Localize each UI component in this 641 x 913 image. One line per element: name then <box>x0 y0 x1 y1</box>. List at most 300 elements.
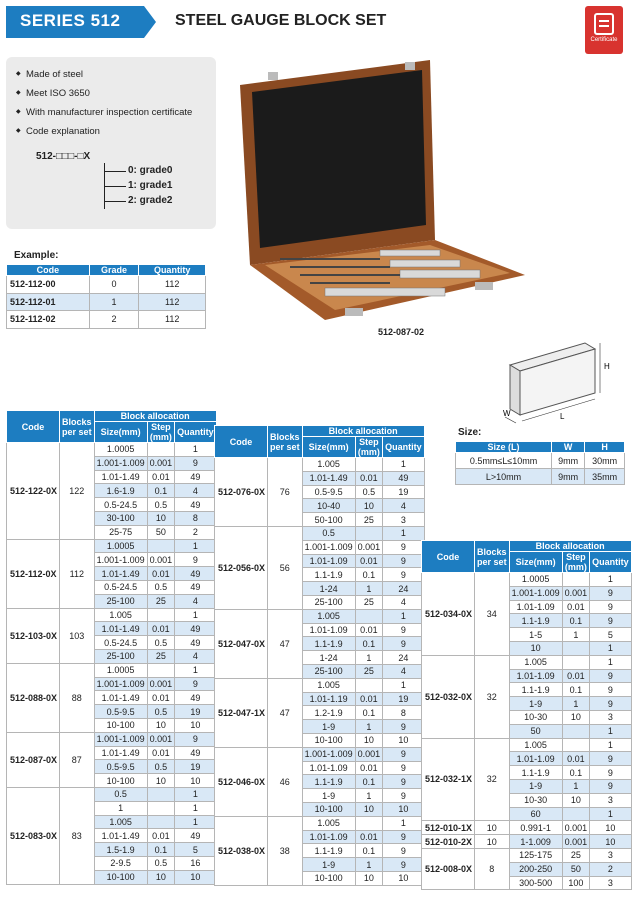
allocation-cell: 1.005 <box>509 655 562 669</box>
allocation-cell: 10 <box>175 774 217 788</box>
qty-header: Quantity <box>175 422 217 443</box>
allocation-cell: 50-100 <box>302 513 355 527</box>
allocation-cell: 0.5 <box>147 760 175 774</box>
allocation-cell: 25 <box>562 848 590 862</box>
allocation-cell: 0.001 <box>147 677 175 691</box>
allocation-cell: 9 <box>590 779 632 793</box>
code-pattern: 512-□□□-□X <box>36 151 91 162</box>
allocation-cell: 1.005 <box>302 609 355 623</box>
allocation-cell: 1.001-1.009 <box>94 456 147 470</box>
allocation-cell: 10 <box>509 641 562 655</box>
allocation-cell: 3 <box>590 876 632 890</box>
allocation-cell: 1.01-1.09 <box>509 752 562 766</box>
allocation-cell: 10 <box>147 774 175 788</box>
allocation-cell: 0.5 <box>147 705 175 719</box>
step-header: Step (mm) <box>562 552 590 573</box>
allocation-cell: 1.001-1.009 <box>94 732 147 746</box>
allocation-cell: 10-100 <box>302 733 355 747</box>
allocation-cell: 1-9 <box>509 779 562 793</box>
allocation-cell <box>562 655 590 669</box>
allocation-cell: 25-100 <box>302 664 355 678</box>
allocation-cell: 9 <box>383 637 425 651</box>
table-row <box>215 747 425 761</box>
table-header-row <box>215 426 425 437</box>
blocks-per-set: 34 <box>475 573 510 656</box>
allocation-cell: 4 <box>383 499 425 513</box>
allocation-cell: 0.01 <box>355 761 383 775</box>
allocation-cell: 10-30 <box>509 793 562 807</box>
page-title: STEEL GAUGE BLOCK SET <box>175 12 387 29</box>
allocation-cell: 0.01 <box>562 752 590 766</box>
allocation-cell: 0.5-9.5 <box>94 760 147 774</box>
table-cell: 112 <box>139 293 206 311</box>
allocation-cell: 19 <box>383 485 425 499</box>
code-header: Code <box>7 411 60 443</box>
table-row <box>422 738 632 752</box>
allocation-cell: 0.01 <box>355 554 383 568</box>
allocation-cell: 0.1 <box>355 775 383 789</box>
allocation-cell: 1.1-1.9 <box>509 766 562 780</box>
set-code: 512-038-0X <box>215 816 268 885</box>
allocation-cell: 0.01 <box>355 692 383 706</box>
grade-option: 0: grade0 <box>128 165 173 176</box>
diagram-h-label: H <box>604 362 610 371</box>
allocation-cell: 10 <box>355 871 383 885</box>
certificate-label: Certificate <box>590 37 618 43</box>
allocation-cell: 10 <box>383 802 425 816</box>
allocation-cell: 1.01-1.19 <box>302 692 355 706</box>
set-code: 512-083-0X <box>7 787 60 884</box>
allocation-cell: 1.01-1.09 <box>509 669 562 683</box>
allocation-cell: 1.1-1.9 <box>302 844 355 858</box>
allocation-cell: 24 <box>383 651 425 665</box>
series-label: SERIES 512 <box>20 11 121 30</box>
table-cell: 512-112-00 <box>7 276 90 294</box>
diagram-w-label: W <box>503 409 511 418</box>
block-allocation-table-1 <box>6 410 217 885</box>
table-cell: 0.5mm≤L≤10mm <box>456 453 552 469</box>
allocation-cell: 0.1 <box>562 766 590 780</box>
allocation-cell: 10-100 <box>94 870 147 884</box>
column-header: Size (L) <box>456 442 552 453</box>
size-label: Size: <box>458 427 482 438</box>
set-code: 512-122-0X <box>7 443 60 540</box>
allocation-cell: 0.01 <box>147 691 175 705</box>
blocks-per-set: 112 <box>60 539 95 608</box>
grade-option: 2: grade2 <box>128 195 173 206</box>
allocation-cell: 9 <box>383 720 425 734</box>
allocation-cell: 1.001-1.009 <box>509 586 562 600</box>
allocation-cell: 1 <box>590 738 632 752</box>
allocation-cell: 25-75 <box>94 525 147 539</box>
set-code: 512-010-2X <box>422 835 475 849</box>
allocation-cell: 1.005 <box>302 816 355 830</box>
allocation-cell: 1-9 <box>302 720 355 734</box>
allocation-cell <box>562 724 590 738</box>
allocation-cell: 1 <box>590 641 632 655</box>
allocation-cell: 5 <box>175 843 217 857</box>
allocation-cell: 1 <box>590 807 632 821</box>
allocation-cell: 0.5 <box>147 636 175 650</box>
allocation-cell: 50 <box>147 525 175 539</box>
allocation-cell: 0.001 <box>147 732 175 746</box>
allocation-cell: 2 <box>175 525 217 539</box>
step-header: Step (mm) <box>355 437 383 458</box>
allocation-cell: 9 <box>383 844 425 858</box>
blocks-per-set: 103 <box>60 608 95 663</box>
allocation-cell: 1-9 <box>509 697 562 711</box>
allocation-cell: 0.1 <box>562 683 590 697</box>
allocation-cell: 9 <box>175 553 217 567</box>
code-header: Code <box>215 426 268 458</box>
allocation-cell <box>355 678 383 692</box>
allocation-cell: 300-500 <box>509 876 562 890</box>
allocation-cell: 0.001 <box>147 553 175 567</box>
table-row <box>215 458 425 472</box>
allocation-cell: 1.01-1.09 <box>509 600 562 614</box>
allocation-cell: 3 <box>590 793 632 807</box>
allocation-cell: 0.5 <box>147 498 175 512</box>
allocation-cell: 0.5-9.5 <box>94 705 147 719</box>
allocation-cell: 0.1 <box>355 706 383 720</box>
allocation-cell: 9 <box>590 683 632 697</box>
column-header: H <box>585 442 625 453</box>
allocation-cell: 1.005 <box>94 815 147 829</box>
allocation-cell: 3 <box>590 710 632 724</box>
feature-item: ◆ Made of steel <box>16 69 206 80</box>
set-code: 512-103-0X <box>7 608 60 663</box>
allocation-cell: 49 <box>175 470 217 484</box>
blocks-per-set: 87 <box>60 732 95 787</box>
set-code: 512-112-0X <box>7 539 60 608</box>
allocation-cell: 4 <box>383 595 425 609</box>
allocation-cell: 1-1.009 <box>509 835 562 849</box>
allocation-cell: 10 <box>147 870 175 884</box>
allocation-cell: 1-24 <box>302 651 355 665</box>
table-cell: 512-112-01 <box>7 293 90 311</box>
allocation-cell: 1.005 <box>302 458 355 472</box>
table-row <box>7 311 206 329</box>
set-code: 512-008-0X <box>422 848 475 889</box>
allocation-header: Block allocation <box>94 411 216 422</box>
allocation-cell: 10 <box>175 870 217 884</box>
allocation-cell: 9 <box>590 697 632 711</box>
allocation-cell: 10 <box>355 499 383 513</box>
example-label: Example: <box>14 250 59 261</box>
qty-header: Quantity <box>383 437 425 458</box>
allocation-cell: 9 <box>590 600 632 614</box>
allocation-cell: 10 <box>147 511 175 525</box>
allocation-cell <box>147 663 175 677</box>
table-row <box>7 539 217 553</box>
blocks-per-set: 76 <box>268 458 303 527</box>
blocks-per-set: 56 <box>268 526 303 609</box>
allocation-cell: 1.001-1.009 <box>94 677 147 691</box>
blocks-per-set: 10 <box>475 835 510 849</box>
blocks-header: Blocks per set <box>268 426 303 458</box>
table-row <box>422 821 632 835</box>
arrow-line <box>104 186 126 187</box>
step-header: Step (mm) <box>147 422 175 443</box>
blocks-header: Blocks per set <box>475 541 510 573</box>
allocation-cell: 1 <box>175 815 217 829</box>
allocation-cell: 4 <box>175 649 217 663</box>
arrow-line <box>104 171 126 172</box>
feature-item: ◆ Meet ISO 3650 <box>16 88 206 99</box>
set-code: 512-032-1X <box>422 738 475 821</box>
table-cell: 9mm <box>552 453 585 469</box>
allocation-cell: 1 <box>562 628 590 642</box>
set-code: 512-047-1X <box>215 678 268 747</box>
column-header: W <box>552 442 585 453</box>
allocation-cell: 1.01-1.09 <box>302 554 355 568</box>
allocation-cell: 1.5-1.9 <box>94 843 147 857</box>
allocation-cell: 25 <box>355 664 383 678</box>
table-cell: 1 <box>89 293 139 311</box>
table-row <box>7 732 217 746</box>
allocation-cell: 10-100 <box>302 802 355 816</box>
allocation-cell: 50 <box>509 724 562 738</box>
table-cell: 0 <box>89 276 139 294</box>
blocks-per-set: 88 <box>60 663 95 732</box>
table-row <box>7 787 217 801</box>
allocation-cell: 100 <box>562 876 590 890</box>
allocation-header: Block allocation <box>302 426 424 437</box>
allocation-cell: 9 <box>383 747 425 761</box>
table-cell: 35mm <box>585 469 625 485</box>
table-row <box>7 663 217 677</box>
column-header: Code <box>7 265 90 276</box>
table-row <box>7 608 217 622</box>
allocation-cell: 49 <box>175 829 217 843</box>
set-code: 512-034-0X <box>422 573 475 656</box>
allocation-cell: 1 <box>383 526 425 540</box>
allocation-cell: 0.5-24.5 <box>94 636 147 650</box>
allocation-cell: 10 <box>590 835 632 849</box>
size-header: Size(mm) <box>302 437 355 458</box>
allocation-cell: 1.2-1.9 <box>302 706 355 720</box>
table-cell: 9mm <box>552 469 585 485</box>
allocation-cell: 0.5-9.5 <box>302 485 355 499</box>
allocation-cell: 1.005 <box>509 738 562 752</box>
allocation-cell: 0.5 <box>147 856 175 870</box>
allocation-cell: 9 <box>590 752 632 766</box>
table-cell: 2 <box>89 311 139 329</box>
allocation-cell <box>562 738 590 752</box>
allocation-cell <box>355 816 383 830</box>
blocks-per-set: 122 <box>60 443 95 540</box>
allocation-cell: 24 <box>383 582 425 596</box>
allocation-cell: 4 <box>175 594 217 608</box>
allocation-cell: 0.991-1 <box>509 821 562 835</box>
allocation-cell: 0.01 <box>562 669 590 683</box>
allocation-cell: 60 <box>509 807 562 821</box>
blocks-per-set: 32 <box>475 655 510 738</box>
table-row <box>456 469 625 485</box>
feature-item: ◆ With manufacturer inspection certificate <box>16 107 206 118</box>
allocation-cell: 0.01 <box>147 746 175 760</box>
allocation-cell: 9 <box>590 669 632 683</box>
table-header-row <box>7 265 206 276</box>
table-row <box>422 848 632 862</box>
allocation-cell: 10-30 <box>509 710 562 724</box>
allocation-cell: 10 <box>355 802 383 816</box>
allocation-cell: 10-100 <box>94 718 147 732</box>
allocation-cell: 1.01-1.09 <box>302 623 355 637</box>
block-size-diagram <box>500 335 620 425</box>
allocation-cell: 0.001 <box>147 456 175 470</box>
table-cell: 512-112-02 <box>7 311 90 329</box>
column-header: Quantity <box>139 265 206 276</box>
allocation-cell: 0.01 <box>562 600 590 614</box>
allocation-cell: 0.001 <box>562 586 590 600</box>
allocation-cell: 0.1 <box>562 614 590 628</box>
set-code: 512-076-0X <box>215 458 268 527</box>
block-allocation-table-3 <box>421 540 632 890</box>
allocation-cell: 25 <box>355 595 383 609</box>
allocation-cell: 49 <box>175 567 217 581</box>
table-row <box>7 276 206 294</box>
table-row <box>7 293 206 311</box>
set-code: 512-088-0X <box>7 663 60 732</box>
allocation-cell: 1 <box>175 787 217 801</box>
allocation-cell: 9 <box>175 732 217 746</box>
allocation-cell: 1 <box>383 609 425 623</box>
allocation-cell: 25-100 <box>302 595 355 609</box>
set-code: 512-047-0X <box>215 609 268 678</box>
photo-caption: 512-087-02 <box>378 327 425 337</box>
allocation-cell: 9 <box>590 586 632 600</box>
allocation-cell: 8 <box>175 511 217 525</box>
table-cell: L>10mm <box>456 469 552 485</box>
set-code: 512-010-1X <box>422 821 475 835</box>
allocation-cell: 200-250 <box>509 862 562 876</box>
example-table <box>6 264 206 329</box>
certificate-badge <box>585 6 623 54</box>
allocation-cell: 1 <box>590 655 632 669</box>
allocation-cell: 9 <box>383 858 425 872</box>
allocation-cell: 1 <box>175 663 217 677</box>
table-header-row <box>456 442 625 453</box>
allocation-cell: 49 <box>175 580 217 594</box>
allocation-cell: 0.01 <box>355 830 383 844</box>
diagram-l-label: L <box>560 412 565 421</box>
size-header: Size(mm) <box>509 552 562 573</box>
block-allocation-table-2 <box>214 425 425 886</box>
gauge-block-case-photo <box>230 60 530 325</box>
table-cell: 112 <box>139 276 206 294</box>
blocks-per-set: 47 <box>268 609 303 678</box>
allocation-cell <box>147 787 175 801</box>
allocation-cell: 9 <box>383 761 425 775</box>
allocation-cell: 1-24 <box>302 582 355 596</box>
allocation-cell: 19 <box>175 760 217 774</box>
blocks-per-set: 38 <box>268 816 303 885</box>
blocks-header: Blocks per set <box>60 411 95 443</box>
allocation-cell: 0.1 <box>355 637 383 651</box>
allocation-cell: 0.001 <box>562 835 590 849</box>
allocation-cell: 19 <box>175 705 217 719</box>
allocation-cell: 0.5-24.5 <box>94 498 147 512</box>
allocation-cell: 0.01 <box>355 471 383 485</box>
code-explanation <box>16 145 206 215</box>
allocation-cell: 1.0005 <box>94 539 147 553</box>
set-code: 512-087-0X <box>7 732 60 787</box>
allocation-cell: 25 <box>355 513 383 527</box>
allocation-cell: 10 <box>590 821 632 835</box>
allocation-cell: 1.001-1.009 <box>94 553 147 567</box>
allocation-cell: 3 <box>590 848 632 862</box>
allocation-cell: 1-5 <box>509 628 562 642</box>
allocation-cell: 1.0005 <box>94 443 147 457</box>
allocation-cell: 1-9 <box>302 858 355 872</box>
allocation-cell: 1-9 <box>302 789 355 803</box>
allocation-cell: 16 <box>175 856 217 870</box>
allocation-cell: 1.01-1.49 <box>94 691 147 705</box>
allocation-header: Block allocation <box>509 541 631 552</box>
allocation-cell: 1.01-1.49 <box>94 746 147 760</box>
allocation-cell: 0.1 <box>147 843 175 857</box>
allocation-cell: 0.5 <box>302 526 355 540</box>
allocation-cell: 1.1-1.9 <box>509 614 562 628</box>
allocation-cell: 0.001 <box>355 747 383 761</box>
allocation-cell <box>147 539 175 553</box>
table-row <box>422 835 632 849</box>
set-code: 512-046-0X <box>215 747 268 816</box>
table-row <box>422 655 632 669</box>
allocation-cell: 5 <box>590 628 632 642</box>
allocation-cell <box>355 526 383 540</box>
allocation-cell <box>562 573 590 587</box>
allocation-cell: 10 <box>562 793 590 807</box>
allocation-cell: 19 <box>383 692 425 706</box>
allocation-cell: 1 <box>175 539 217 553</box>
allocation-cell: 1.01-1.49 <box>94 829 147 843</box>
qty-header: Quantity <box>590 552 632 573</box>
allocation-cell: 1.0005 <box>94 663 147 677</box>
allocation-cell: 0.5 <box>355 485 383 499</box>
allocation-cell: 10 <box>383 871 425 885</box>
allocation-cell: 0.5-24.5 <box>94 580 147 594</box>
table-row <box>215 526 425 540</box>
allocation-cell: 9 <box>383 830 425 844</box>
allocation-cell: 9 <box>383 789 425 803</box>
allocation-cell: 1 <box>175 608 217 622</box>
certificate-icon <box>594 13 614 35</box>
allocation-cell: 0.01 <box>147 829 175 843</box>
arrow-line <box>104 201 126 202</box>
allocation-cell: 125-175 <box>509 848 562 862</box>
allocation-cell: 1 <box>590 724 632 738</box>
allocation-cell <box>355 458 383 472</box>
table-row <box>7 443 217 457</box>
allocation-cell <box>147 608 175 622</box>
table-row <box>422 573 632 587</box>
allocation-cell: 0.1 <box>355 568 383 582</box>
allocation-cell: 8 <box>383 706 425 720</box>
allocation-cell: 1 <box>175 801 217 815</box>
allocation-cell: 9 <box>383 775 425 789</box>
allocation-cell: 1.1-1.9 <box>509 683 562 697</box>
allocation-cell: 10-100 <box>302 871 355 885</box>
allocation-cell: 2 <box>590 862 632 876</box>
allocation-cell: 1.001-1.009 <box>302 747 355 761</box>
allocation-cell: 0.01 <box>147 470 175 484</box>
allocation-cell: 1 <box>355 651 383 665</box>
allocation-cell: 1.001-1.009 <box>302 540 355 554</box>
feature-item: ◆ Code explanation <box>16 126 206 137</box>
allocation-cell: 9 <box>175 677 217 691</box>
